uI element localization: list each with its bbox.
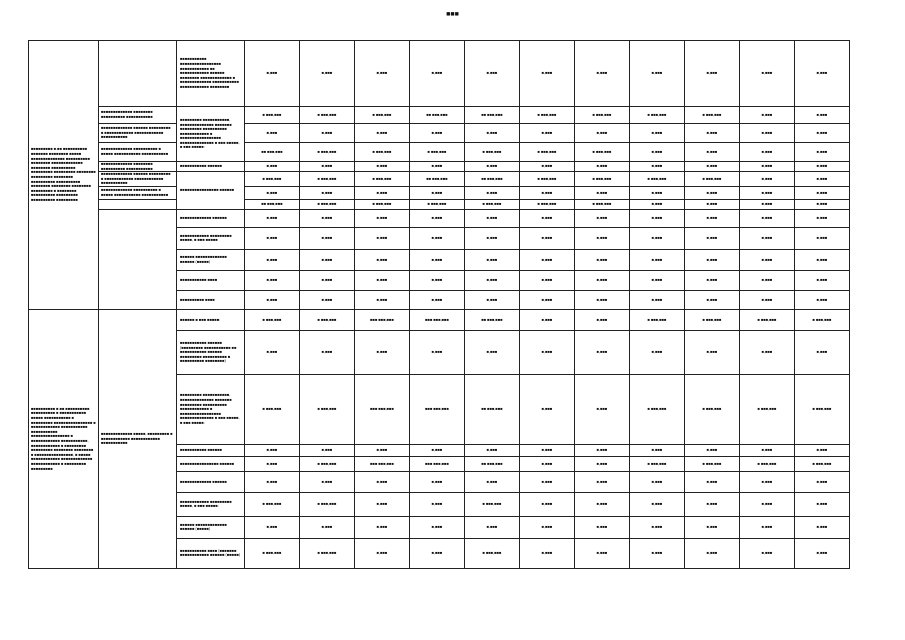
amount-cell: ■ ■■■,■■■ xyxy=(355,172,410,187)
amount-cell: ■,■■■ xyxy=(795,41,850,107)
amount-cell: ■,■■■ xyxy=(465,270,520,290)
amount-cell: ■■ ■■■,■■■ xyxy=(465,374,520,444)
amount-cell: ■,■■■ xyxy=(630,270,685,290)
amount-cell: ■ ■■■,■■■ xyxy=(300,143,355,162)
amount-cell: ■ ■■■,■■■ xyxy=(300,309,355,330)
amount-cell: ■,■■■ xyxy=(520,456,575,471)
amount-cell: ■,■■■ xyxy=(795,172,850,187)
amount-cell: ■,■■■ xyxy=(355,330,410,374)
amount-cell: ■■ ■■■,■■■ xyxy=(410,172,465,187)
amount-cell: ■,■■■ xyxy=(520,186,575,199)
amount-cell: ■ ■■■,■■■ xyxy=(300,374,355,444)
funding-source-label: ■■■■■■■■■■■■ ■■■■■■■■■ ■■■■■, ■ ■■■ ■■■■■ xyxy=(177,227,245,249)
amount-cell: ■,■■■ xyxy=(795,209,850,227)
amount-cell: ■,■■■ xyxy=(245,444,300,456)
amount-cell: ■,■■■ xyxy=(795,199,850,209)
amount-cell: ■,■■■ xyxy=(685,330,740,374)
amount-cell: ■ ■■■,■■■ xyxy=(740,309,795,330)
amount-cell: ■,■■■ xyxy=(795,516,850,538)
amount-cell: ■,■■■ xyxy=(795,538,850,568)
amount-cell: ■,■■■ xyxy=(740,538,795,568)
amount-cell: ■,■■■ xyxy=(355,249,410,270)
amount-cell: ■,■■■ xyxy=(575,374,630,444)
amount-cell: ■,■■■ xyxy=(410,444,465,456)
amount-cell: ■ ■■■,■■■ xyxy=(575,172,630,187)
amount-cell: ■,■■■ xyxy=(410,209,465,227)
amount-cell: ■,■■■ xyxy=(685,492,740,516)
funding-source-label: ■■■■■■■■■■■ ■■■■■■■■■■■■■■■■■ ■■■■■■■■■■■■ ■■ ■■■■■■■■■■■■ ■■■■■■ ■■■■■■■■ ■■■■■■■■■■■■■ ■ ■■■■■■■■■■■■■ ■■■■■■■■■■■ ■■■■■■■■■■■■ ■■■■■■■■ xyxy=(177,41,245,107)
amount-cell: ■,■■■ xyxy=(795,471,850,492)
amount-cell: ■ ■■■,■■■ xyxy=(355,143,410,162)
amount-cell: ■,■■■ xyxy=(795,227,850,249)
amount-cell: ■,■■■ xyxy=(245,270,300,290)
executor-cell xyxy=(99,309,177,568)
amount-cell: ■,■■■ xyxy=(575,444,630,456)
amount-cell: ■,■■■ xyxy=(465,41,520,107)
amount-cell: ■,■■■ xyxy=(465,186,520,199)
amount-cell: ■■ ■■■,■■■ xyxy=(410,107,465,124)
amount-cell: ■,■■■ xyxy=(355,471,410,492)
amount-cell: ■,■■■ xyxy=(630,143,685,162)
amount-cell: ■,■■■ xyxy=(520,227,575,249)
amount-cell: ■,■■■ xyxy=(575,330,630,374)
amount-cell: ■,■■■ xyxy=(300,516,355,538)
amount-cell: ■,■■■ xyxy=(245,516,300,538)
amount-cell: ■,■■■ xyxy=(795,330,850,374)
amount-cell: ■,■■■ xyxy=(575,471,630,492)
amount-cell: ■,■■■ xyxy=(300,162,355,172)
amount-cell: ■,■■■ xyxy=(465,290,520,309)
amount-cell: ■,■■■ xyxy=(685,227,740,249)
amount-cell: ■ ■■■,■■■ xyxy=(740,456,795,471)
amount-cell: ■,■■■ xyxy=(410,290,465,309)
amount-cell: ■,■■■ xyxy=(520,162,575,172)
executor-cell xyxy=(99,41,177,107)
table-row xyxy=(29,309,850,330)
amount-cell: ■ ■■■,■■■ xyxy=(520,107,575,124)
amount-cell: ■ ■■■,■■■ xyxy=(300,172,355,187)
funding-source-label: ■■■■■■■■■■■■■ ■■■■■■ xyxy=(177,471,245,492)
amount-cell: ■,■■■ xyxy=(520,444,575,456)
amount-cell: ■,■■■ xyxy=(740,270,795,290)
amount-cell: ■,■■■ xyxy=(630,227,685,249)
amount-cell: ■,■■■ xyxy=(575,538,630,568)
amount-cell: ■,■■■ xyxy=(410,124,465,143)
amount-cell: ■,■■■ xyxy=(300,270,355,290)
amount-cell: ■,■■■ xyxy=(685,249,740,270)
amount-cell: ■■ ■■■,■■■ xyxy=(465,107,520,124)
amount-cell: ■,■■■ xyxy=(685,186,740,199)
amount-cell: ■,■■■ xyxy=(740,124,795,143)
amount-cell: ■,■■■ xyxy=(575,209,630,227)
amount-cell: ■,■■■ xyxy=(410,516,465,538)
amount-cell: ■,■■■ xyxy=(245,227,300,249)
amount-cell: ■■■ ■■■,■■■ xyxy=(410,456,465,471)
executor-name-cell: ■■■■■■■■■■■■■ ■■■■■■■■ ■■■■■■■■■■ ■■■■■■■■■■■ xyxy=(99,162,177,172)
amount-cell: ■,■■■ xyxy=(795,143,850,162)
amount-cell: ■,■■■ xyxy=(630,444,685,456)
amount-cell: ■,■■■ xyxy=(575,309,630,330)
amount-cell: ■,■■■ xyxy=(630,330,685,374)
executor-name: ■■■■■■■■■■■■■ ■■■■■, ■■■■■■■■■ ■ ■■■■■■■■■■■■ ■■■■■■■■■■■■ ■■■■■■■■■■■ xyxy=(101,431,173,446)
amount-cell: ■,■■■ xyxy=(520,249,575,270)
amount-cell: ■ ■■■,■■■ xyxy=(465,143,520,162)
amount-cell: ■,■■■ xyxy=(685,471,740,492)
table-row xyxy=(29,162,850,172)
amount-cell: ■,■■■ xyxy=(410,227,465,249)
amount-cell: ■,■■■ xyxy=(795,124,850,143)
table-row xyxy=(29,143,850,162)
amount-cell: ■,■■■ xyxy=(740,330,795,374)
amount-cell: ■ ■■■,■■■ xyxy=(245,538,300,568)
amount-cell: ■,■■■ xyxy=(410,270,465,290)
amount-cell: ■ ■■■,■■■ xyxy=(300,107,355,124)
executor-name-cell: ■■■■■■■■■■■■■ ■■■■■■ ■■■■■■■■■ ■ ■■■■■■■■■■■■ ■■■■■■■■■■■■ ■■■■■■■■■■■ xyxy=(99,124,177,143)
amount-cell: ■,■■■ xyxy=(575,270,630,290)
amount-cell: ■,■■■ xyxy=(685,270,740,290)
amount-cell: ■ ■■■,■■■ xyxy=(300,492,355,516)
amount-cell: ■,■■■ xyxy=(300,290,355,309)
amount-cell: ■,■■■ xyxy=(245,124,300,143)
amount-cell: ■,■■■ xyxy=(355,538,410,568)
amount-cell: ■,■■■ xyxy=(245,209,300,227)
funding-source-label: ■■■■■■■■■■■■ ■■■■■■■■■ ■■■■■, ■ ■■■ ■■■■■: xyxy=(177,492,245,516)
amount-cell: ■ ■■■,■■■ xyxy=(630,309,685,330)
measure-name-cell: ■■■■■■■■■ ■.■■ ■■■■■■■■■■ ■■■■■■■ ■■■■■■■■ ■■■■■ ■■■■■■■■■■■■■■ ■■■■■■■■■■ ■■■■■■■■ ■■■■■■■■■■■■■ ■■■■■■■■ ■■■■■■■■■■ ■■■■■■■■■ ■■■■■■■■■ ■■■■■■■■ ■■■■■■■■■ ■■■■■■■■ ■■■■■■■■■■ ■■■■■■■■■■ ■■■■■■■■ ■■■■■■■■ ■■■■■■■■ ■■■■■■■■■ ■ ■■■■■■■■ ■■■■■■■■■■ ■■■■■■■■■ ■■■■■■■■■■ ■■■■■■■■■ xyxy=(29,41,99,310)
amount-cell: ■ ■■■,■■■ xyxy=(630,456,685,471)
amount-cell: ■,■■■ xyxy=(575,41,630,107)
amount-cell: ■,■■■ xyxy=(575,249,630,270)
amount-cell: ■ ■■■,■■■ xyxy=(520,143,575,162)
amount-cell: ■,■■■ xyxy=(465,516,520,538)
funding-source-label: ■■■■■■■■■■■ ■■■■■■ xyxy=(177,444,245,456)
amount-cell: ■,■■■ xyxy=(300,444,355,456)
amount-cell: ■ ■■■,■■■ xyxy=(245,107,300,124)
funding-source-label: ■■■■■■■■■■■ ■■■■■■ xyxy=(177,162,245,172)
amount-cell: ■■ ■■■,■■■ xyxy=(465,456,520,471)
amount-cell: ■,■■■ xyxy=(740,492,795,516)
executor-name-cell: ■■■■■■■■■■■■■ ■■■■■■■■■■ ■ ■■■■■ ■■■■■■■■■■■ ■■■■■■■■■■■ xyxy=(99,143,177,162)
table-row xyxy=(29,209,850,227)
amount-cell: ■ ■■■,■■■ xyxy=(245,309,300,330)
amount-cell: ■,■■■ xyxy=(685,538,740,568)
amount-cell: ■ ■■■,■■■ xyxy=(630,172,685,187)
funding-source-label: ■■■■■■■■■■■ ■■■■ xyxy=(177,270,245,290)
amount-cell: ■ ■■■,■■■ xyxy=(685,172,740,187)
amount-cell: ■ ■■■,■■■ xyxy=(630,107,685,124)
amount-cell: ■ ■■■,■■■ xyxy=(520,172,575,187)
amount-cell: ■,■■■ xyxy=(795,249,850,270)
amount-cell: ■,■■■ xyxy=(740,199,795,209)
amount-cell: ■ ■■■,■■■ xyxy=(465,492,520,516)
amount-cell: ■ ■■■,■■■ xyxy=(245,172,300,187)
measure-name-cell: ■■■■■■■■■■ ■.■■ ■■■■■■■■■■ ■■■■■■■■■■ ■ ■■■■■■■■■■■ ■■■■■ ■■■■■■■■■■■ ■ ■■■■■■■■■ ■■■■■■■■■■■■■■■■ ■ ■■■■■■■■■■■■ ■■■■■■■■■■■ ■■■■■■■■■■■ ■■■■■■■■■■■■■■■■ ■ ■■■■■■■■■■■■ ■■■■■■■■■■■, ■■■■■■■■■■■■ ■ ■■■■■■■■■ ■■■■■■■■■ ■■■■■■■■ ■■■■■■■■ ■ ■■■■■■■■■■■■■■■■, ■ ■■■■■ ■■■■■■■■■■■■ ■■■■■■■■■■■■■ ■■■■■■■■■■■■ ■ ■■■■■■■■■ ■■■■■■■■■ xyxy=(29,309,99,568)
amount-cell: ■,■■■ xyxy=(355,227,410,249)
amount-cell: ■,■■■ xyxy=(465,162,520,172)
budget-table xyxy=(28,40,850,569)
amount-cell: ■,■■■ xyxy=(355,270,410,290)
amount-cell: ■,■■■ xyxy=(300,471,355,492)
amount-cell: ■,■■■ xyxy=(630,124,685,143)
funding-source-label: ■■■■■■■■■■■■■■■■ ■■■■■■ xyxy=(177,456,245,471)
amount-cell: ■,■■■ xyxy=(685,199,740,209)
amount-cell: ■ ■■■,■■■ xyxy=(685,107,740,124)
funding-source-label: ■■■■■■■■■■■ ■■■■■■ (■■■■■■■■■ ■■■■■■■■■■■ ■■ ■■■■■■■■■■■ ■■■■■■ ■■■■■■■■■ ■■■■■■■■■■ ■ ■■■■■■■■■■ ■■■■■■■■) xyxy=(177,330,245,374)
amount-cell: ■,■■■ xyxy=(300,227,355,249)
amount-cell: ■,■■■ xyxy=(630,471,685,492)
amount-cell: ■,■■■ xyxy=(300,41,355,107)
amount-cell: ■,■■■ xyxy=(465,249,520,270)
amount-cell: ■,■■■ xyxy=(740,516,795,538)
amount-cell: ■ ■■■,■■■ xyxy=(465,538,520,568)
amount-cell: ■,■■■ xyxy=(630,199,685,209)
amount-cell: ■ ■■■,■■■ xyxy=(245,492,300,516)
amount-cell: ■,■■■ xyxy=(300,124,355,143)
executor-name-cell xyxy=(99,199,177,209)
amount-cell: ■,■■■ xyxy=(685,516,740,538)
amount-cell: ■,■■■ xyxy=(245,41,300,107)
amount-cell: ■,■■■ xyxy=(410,186,465,199)
funding-source-label: ■■■■■■■■■■■■■ ■■■■■■ xyxy=(177,209,245,227)
amount-cell: ■,■■■ xyxy=(520,209,575,227)
amount-cell: ■,■■■ xyxy=(355,516,410,538)
amount-cell: ■,■■■ xyxy=(685,162,740,172)
amount-cell: ■,■■■ xyxy=(465,124,520,143)
amount-cell: ■,■■■ xyxy=(520,309,575,330)
amount-cell: ■ ■■■,■■■ xyxy=(300,199,355,209)
funding-source-label: ■■■■■■ ■■■■■■■■■■■■■ ■■■■■■ (■■■■■) xyxy=(177,249,245,270)
amount-cell: ■■■ ■■■,■■■ xyxy=(355,456,410,471)
amount-cell: ■,■■■ xyxy=(740,107,795,124)
amount-cell: ■■ ■■■,■■■ xyxy=(245,143,300,162)
amount-cell: ■ ■■■,■■■ xyxy=(740,374,795,444)
amount-cell: ■,■■■ xyxy=(520,290,575,309)
amount-cell: ■,■■■ xyxy=(355,444,410,456)
amount-cell: ■,■■■ xyxy=(630,538,685,568)
amount-cell: ■,■■■ xyxy=(300,186,355,199)
amount-cell: ■,■■■ xyxy=(575,162,630,172)
amount-cell: ■ ■■■,■■■ xyxy=(575,199,630,209)
amount-cell: ■ ■■■,■■■ xyxy=(300,456,355,471)
amount-cell: ■,■■■ xyxy=(575,492,630,516)
amount-cell: ■ ■■■,■■■ xyxy=(300,538,355,568)
amount-cell: ■,■■■ xyxy=(465,209,520,227)
funding-source-label: ■■■■■■■■■■■ ■■■■ (■■■■■■■ ■■■■■■■■■■■■ ■■■■■■ (■■■■■) xyxy=(177,538,245,568)
amount-cell: ■ ■■■,■■■ xyxy=(355,199,410,209)
amount-cell: ■,■■■ xyxy=(795,270,850,290)
amount-cell: ■,■■■ xyxy=(410,471,465,492)
amount-cell: ■,■■■ xyxy=(520,516,575,538)
page-number: ■■■ xyxy=(446,10,459,18)
amount-cell: ■ ■■■,■■■ xyxy=(685,374,740,444)
amount-cell: ■,■■■ xyxy=(740,209,795,227)
table-row xyxy=(29,172,850,187)
executor-name-cell: ■■■■■■■■■■■■■ ■■■■■■■■■■ ■ ■■■■■ ■■■■■■■■■■■ ■■■■■■■■■■■ xyxy=(99,186,177,199)
executor-cell xyxy=(99,209,177,309)
amount-cell: ■ ■■■,■■■ xyxy=(355,107,410,124)
amount-cell: ■,■■■ xyxy=(355,290,410,309)
funding-source-label: ■■■■■■ ■ ■■■ ■■■■■: xyxy=(177,309,245,330)
amount-cell: ■,■■■ xyxy=(245,471,300,492)
amount-cell: ■,■■■ xyxy=(795,444,850,456)
amount-cell: ■,■■■ xyxy=(575,124,630,143)
amount-cell: ■,■■■ xyxy=(630,290,685,309)
executor-name-cell: ■■■■■■■■■■■■■ ■■■■■■■■ ■■■■■■■■■■ ■■■■■■■■■■■ xyxy=(99,107,177,124)
amount-cell: ■,■■■ xyxy=(630,186,685,199)
amount-cell: ■,■■■ xyxy=(300,249,355,270)
amount-cell: ■,■■■ xyxy=(685,124,740,143)
amount-cell: ■,■■■ xyxy=(740,471,795,492)
amount-cell: ■,■■■ xyxy=(410,249,465,270)
amount-cell: ■,■■■ xyxy=(795,107,850,124)
amount-cell: ■,■■■ xyxy=(575,290,630,309)
amount-cell: ■,■■■ xyxy=(465,444,520,456)
amount-cell: ■,■■■ xyxy=(740,172,795,187)
amount-cell: ■,■■■ xyxy=(355,162,410,172)
amount-cell: ■,■■■ xyxy=(575,516,630,538)
amount-cell: ■,■■■ xyxy=(575,186,630,199)
funding-source-label: ■■■■■■■■■ ■■■■■■■■■■■, ■■■■■■■■■■■■■■ ■■■■■■■ ■■■■■■■■■ ■■■■■■■■■■ ■■■■■■■■■■■■ ■ ■■■■■■■■■■■■■■■■■ ■■■■■■■■■■■■■■ ■ ■■■ ■■■■■, ■ ■■■ ■■■■■: xyxy=(177,107,245,162)
amount-cell: ■■■ ■■■,■■■ xyxy=(410,309,465,330)
amount-cell: ■ ■■■,■■■ xyxy=(410,199,465,209)
amount-cell: ■,■■■ xyxy=(685,290,740,309)
amount-cell: ■,■■■ xyxy=(740,290,795,309)
amount-cell: ■,■■■ xyxy=(245,456,300,471)
amount-cell: ■,■■■ xyxy=(245,162,300,172)
amount-cell: ■,■■■ xyxy=(300,330,355,374)
amount-cell: ■■ ■■■,■■■ xyxy=(465,172,520,187)
amount-cell: ■ ■■■,■■■ xyxy=(520,199,575,209)
amount-cell: ■,■■■ xyxy=(630,516,685,538)
amount-cell: ■,■■■ xyxy=(245,330,300,374)
amount-cell: ■,■■■ xyxy=(410,330,465,374)
amount-cell: ■,■■■ xyxy=(685,209,740,227)
funding-source-label: ■■■■■■ ■■■■■■■■■■■■■ ■■■■■■ (■■■■■) xyxy=(177,516,245,538)
amount-cell: ■,■■■ xyxy=(740,444,795,456)
amount-cell: ■■ ■■■,■■■ xyxy=(465,309,520,330)
amount-cell: ■,■■■ xyxy=(355,209,410,227)
amount-cell: ■,■■■ xyxy=(740,186,795,199)
amount-cell: ■ ■■■,■■■ xyxy=(630,374,685,444)
amount-cell: ■ ■■■,■■■ xyxy=(465,199,520,209)
amount-cell: ■,■■■ xyxy=(630,41,685,107)
amount-cell: ■,■■■ xyxy=(465,471,520,492)
amount-cell: ■,■■■ xyxy=(245,290,300,309)
amount-cell: ■,■■■ xyxy=(410,492,465,516)
executor-name-cell: ■■■■■■■■■■■■■ ■■■■■■ ■■■■■■■■■ ■ ■■■■■■■■■■■■ ■■■■■■■■■■■■ ■■■■■■■■■■■ xyxy=(99,172,177,187)
amount-cell: ■,■■■ xyxy=(795,492,850,516)
amount-cell: ■,■■■ xyxy=(630,162,685,172)
amount-cell: ■,■■■ xyxy=(410,41,465,107)
amount-cell: ■,■■■ xyxy=(795,290,850,309)
amount-cell: ■■■ ■■■,■■■ xyxy=(410,374,465,444)
amount-cell: ■ ■■■,■■■ xyxy=(685,309,740,330)
amount-cell: ■,■■■ xyxy=(520,492,575,516)
funding-source-label: ■■■■■■■■■■■■■■■■ ■■■■■■ xyxy=(177,172,245,210)
amount-cell: ■,■■■ xyxy=(740,143,795,162)
amount-cell: ■,■■■ xyxy=(740,227,795,249)
amount-cell: ■,■■■ xyxy=(740,162,795,172)
amount-cell: ■,■■■ xyxy=(355,41,410,107)
amount-cell: ■■ ■■■,■■■ xyxy=(245,199,300,209)
amount-cell: ■ ■■■,■■■ xyxy=(575,143,630,162)
table-row xyxy=(29,186,850,199)
amount-cell: ■,■■■ xyxy=(575,227,630,249)
amount-cell: ■ ■■■,■■■ xyxy=(795,374,850,444)
amount-cell: ■,■■■ xyxy=(520,374,575,444)
amount-cell: ■,■■■ xyxy=(520,41,575,107)
funding-source-label: ■■■■■■■■■ ■■■■■■■■■■■, ■■■■■■■■■■■■■■ ■■■■■■■ ■■■■■■■■■ ■■■■■■■■■■ ■■■■■■■■■■■■ ■ ■■■■■■■■■■■■■■■■■ ■■■■■■■■■■■■■■ ■ ■■■ ■■■■■, ■ ■■■ ■■■■■: xyxy=(177,374,245,444)
table-row xyxy=(29,107,850,124)
amount-cell: ■ ■■■,■■■ xyxy=(795,309,850,330)
amount-cell: ■,■■■ xyxy=(630,209,685,227)
amount-cell: ■,■■■ xyxy=(410,538,465,568)
amount-cell: ■,■■■ xyxy=(685,41,740,107)
table-row xyxy=(29,41,850,107)
amount-cell: ■ ■■■,■■■ xyxy=(410,143,465,162)
amount-cell: ■,■■■ xyxy=(630,492,685,516)
amount-cell: ■,■■■ xyxy=(300,209,355,227)
amount-cell: ■,■■■ xyxy=(685,444,740,456)
table-row xyxy=(29,124,850,143)
amount-cell: ■,■■■ xyxy=(740,41,795,107)
amount-cell: ■,■■■ xyxy=(520,330,575,374)
amount-cell: ■,■■■ xyxy=(520,471,575,492)
amount-cell: ■,■■■ xyxy=(245,186,300,199)
amount-cell: ■,■■■ xyxy=(795,186,850,199)
amount-cell: ■,■■■ xyxy=(245,249,300,270)
amount-cell: ■ ■■■,■■■ xyxy=(245,374,300,444)
amount-cell: ■,■■■ xyxy=(630,249,685,270)
amount-cell: ■■■ ■■■,■■■ xyxy=(355,374,410,444)
amount-cell: ■,■■■ xyxy=(685,143,740,162)
amount-cell: ■,■■■ xyxy=(795,162,850,172)
amount-cell: ■ ■■■,■■■ xyxy=(685,456,740,471)
amount-cell: ■,■■■ xyxy=(410,162,465,172)
amount-cell: ■,■■■ xyxy=(355,492,410,516)
amount-cell: ■,■■■ xyxy=(520,124,575,143)
amount-cell: ■,■■■ xyxy=(575,456,630,471)
amount-cell: ■,■■■ xyxy=(465,330,520,374)
amount-cell: ■,■■■ xyxy=(355,186,410,199)
amount-cell: ■,■■■ xyxy=(355,124,410,143)
amount-cell: ■ ■■■,■■■ xyxy=(575,107,630,124)
amount-cell: ■■■ ■■■,■■■ xyxy=(355,309,410,330)
amount-cell: ■,■■■ xyxy=(520,270,575,290)
amount-cell: ■ ■■■,■■■ xyxy=(795,456,850,471)
funding-source-label: ■■■■■■■■■■ ■■■■ xyxy=(177,290,245,309)
amount-cell: ■,■■■ xyxy=(740,249,795,270)
amount-cell: ■,■■■ xyxy=(465,227,520,249)
table-row xyxy=(29,199,850,209)
amount-cell: ■,■■■ xyxy=(520,538,575,568)
